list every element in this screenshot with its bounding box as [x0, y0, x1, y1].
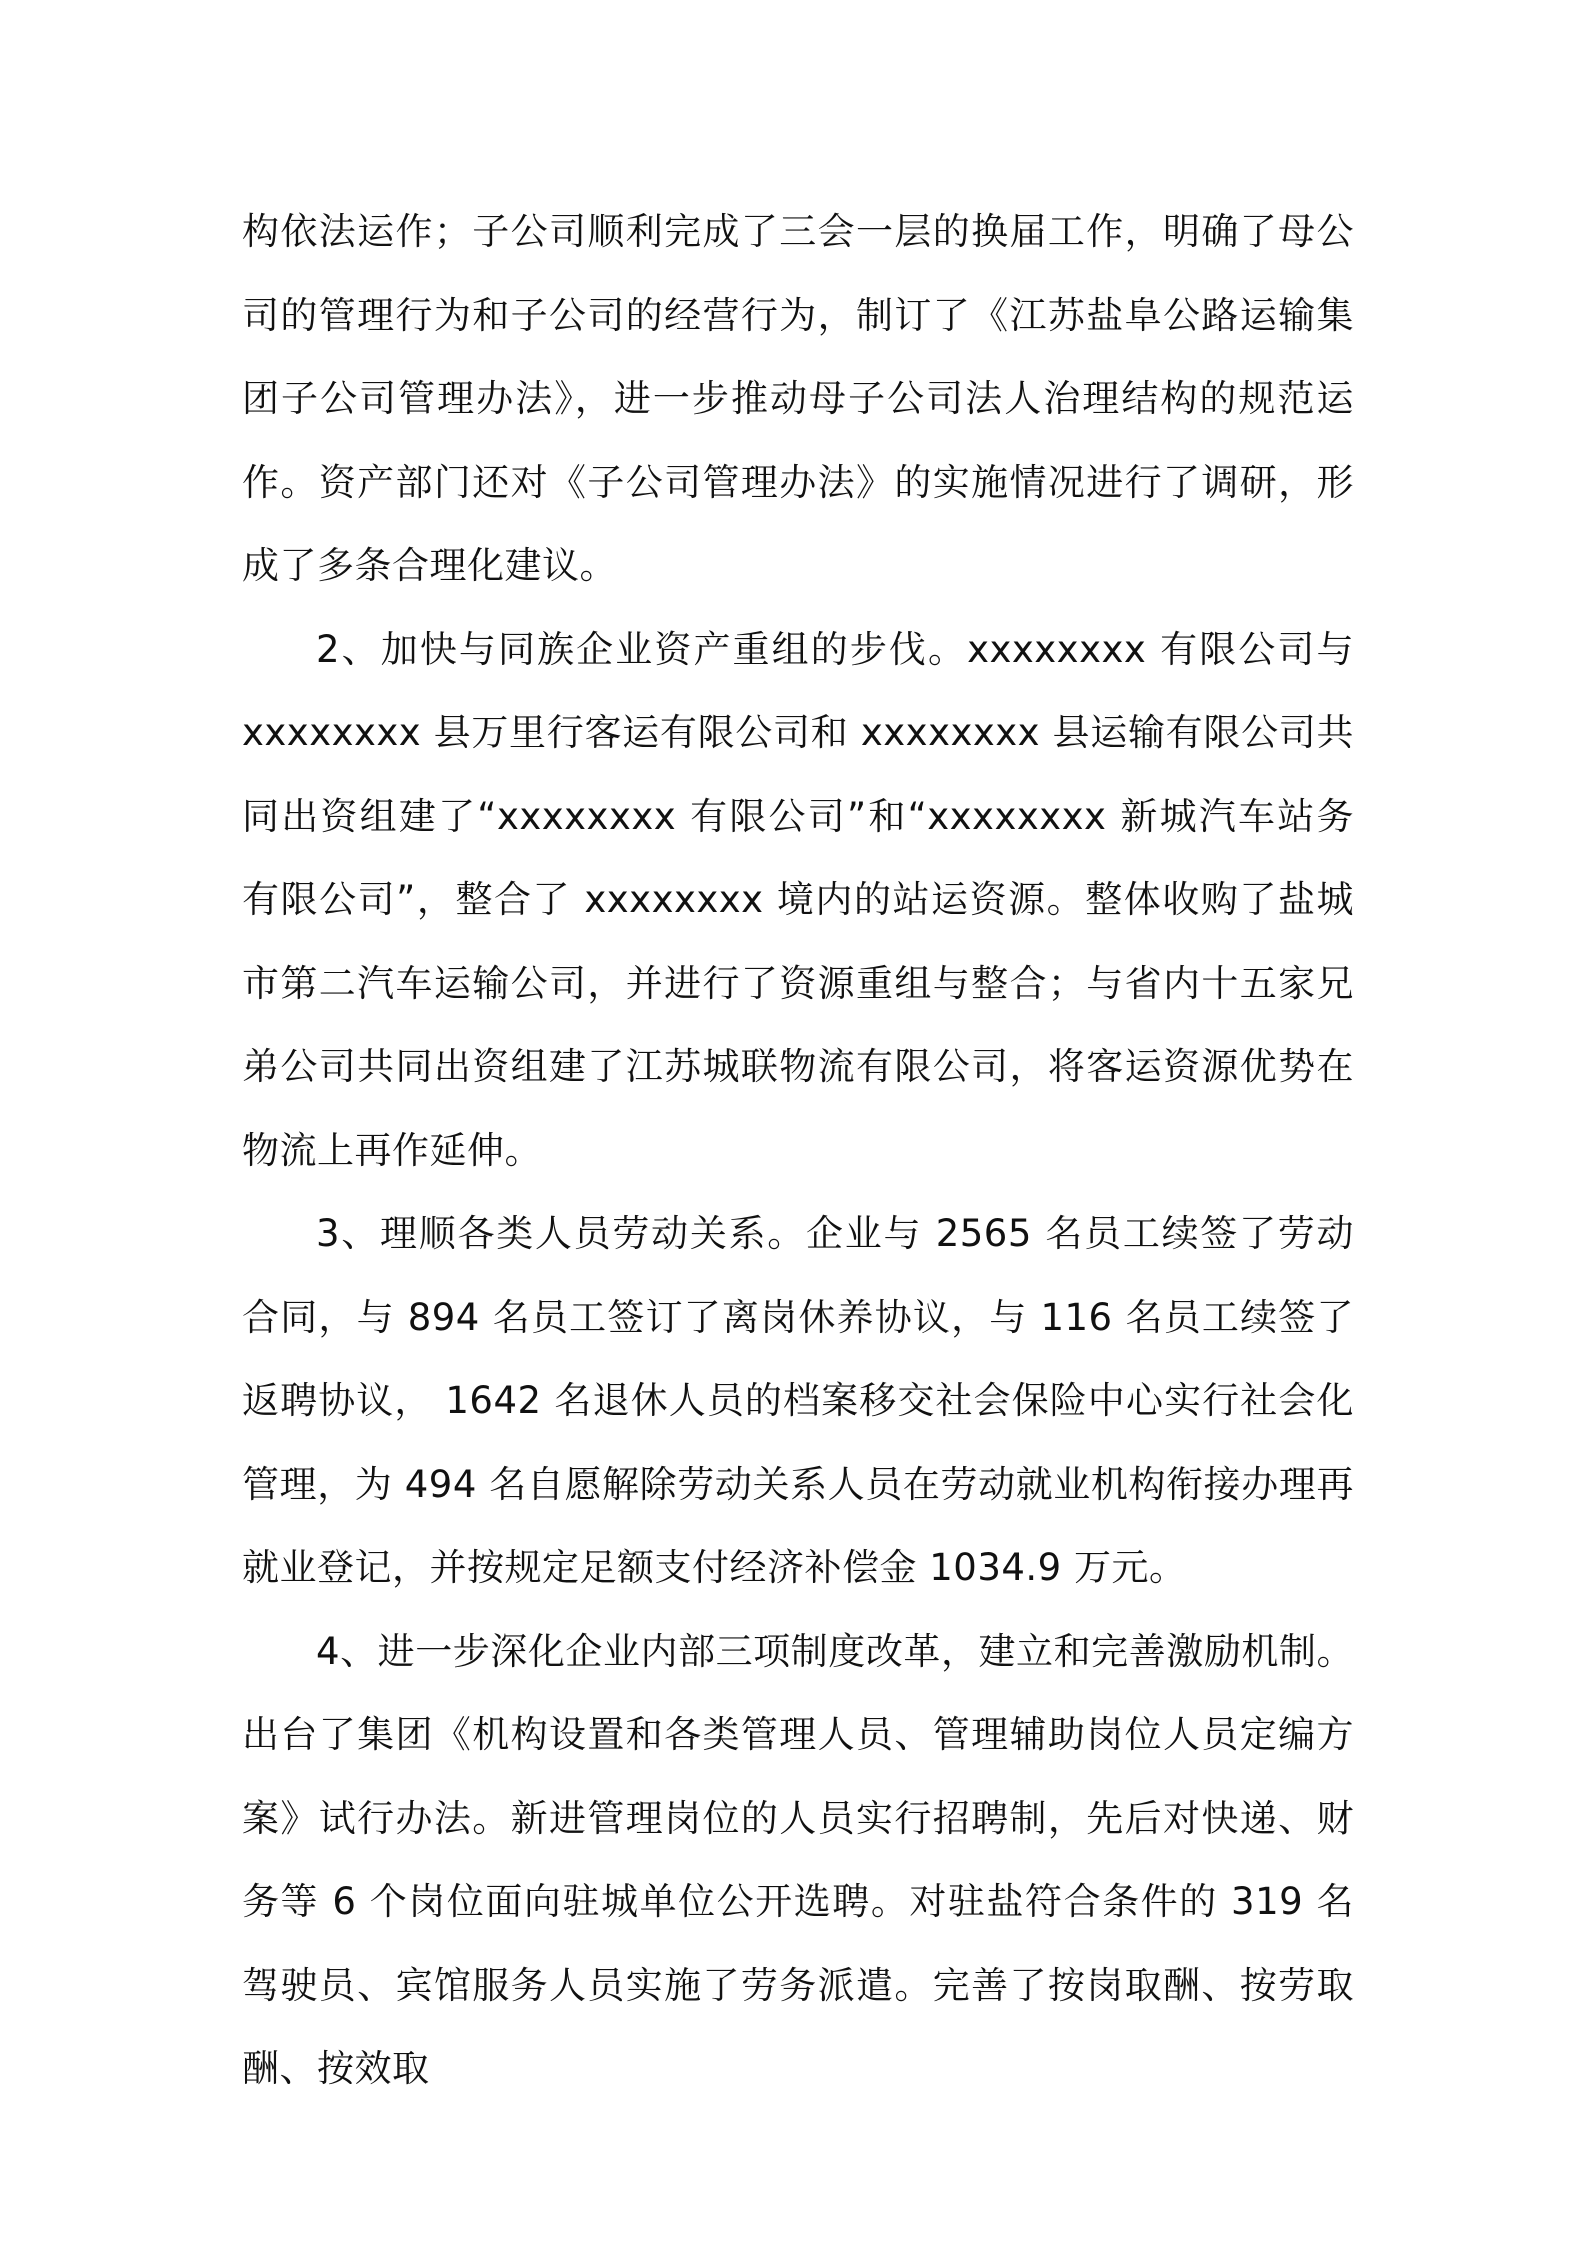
paragraph-continued-intro: 构依法运作；子公司顺利完成了三会一层的换届工作，明确了母公司的管理行为和子公司的经营行为，制订了《江苏盐阜公路运输集团子公司管理办法》，进一步推动母子公司法人治理结构的规范运作。资产部门还对《子公司管理办法》的实施情况进行了调研，形成了多条合理化建议。: [242, 210, 1354, 587]
paragraph-item-2: 2、加快与同族企业资产重组的步伐。xxxxxxxx 有限公司与 xxxxxxxx 县万里行客运有限公司和 xxxxxxxx 县运输有限公司共同出资组建了“xxxxxxxx 有限公司”和“xxxxxxxx 新城汽车站务有限公司”，整合了 xxxxxxxx 境内的站运资源。整体收购了盐城市第二汽车运输公司，并进行了资源重组与整合；与省内十五家兄弟公司共同出资组建了江苏城联物流有限公司，将客运资源优势在物流上再作延伸。: [242, 627, 1354, 1172]
paragraph-item-3: 3、理顺各类人员劳动关系。企业与 2565 名员工续签了劳动合同，与 894 名员工签订了离岗休养协议，与 116 名员工续签了返聘协议， 1642 名退休人员的档案移交社会保险中心实行社会化管理，为 494 名自愿解除劳动关系人员在劳动就业机构衔接办理再就业登记，并按规定足额支付经济补偿金 1034.9 万元。: [242, 1212, 1354, 1589]
document-body: [242, 190, 1354, 2111]
paragraph-item-4: 4、进一步深化企业内部三项制度改革，建立和完善激励机制。出台了集团《机构设置和各类管理人员、管理辅助岗位人员定编方案》试行办法。新进管理岗位的人员实行招聘制，先后对快递、财务等 6 个岗位面向驻城单位公开选聘。对驻盐符合条件的 319 名驾驶员、宾馆服务人员实施了劳务派遣。完善了按岗取酬、按劳取酬、按效取: [242, 1629, 1354, 2090]
